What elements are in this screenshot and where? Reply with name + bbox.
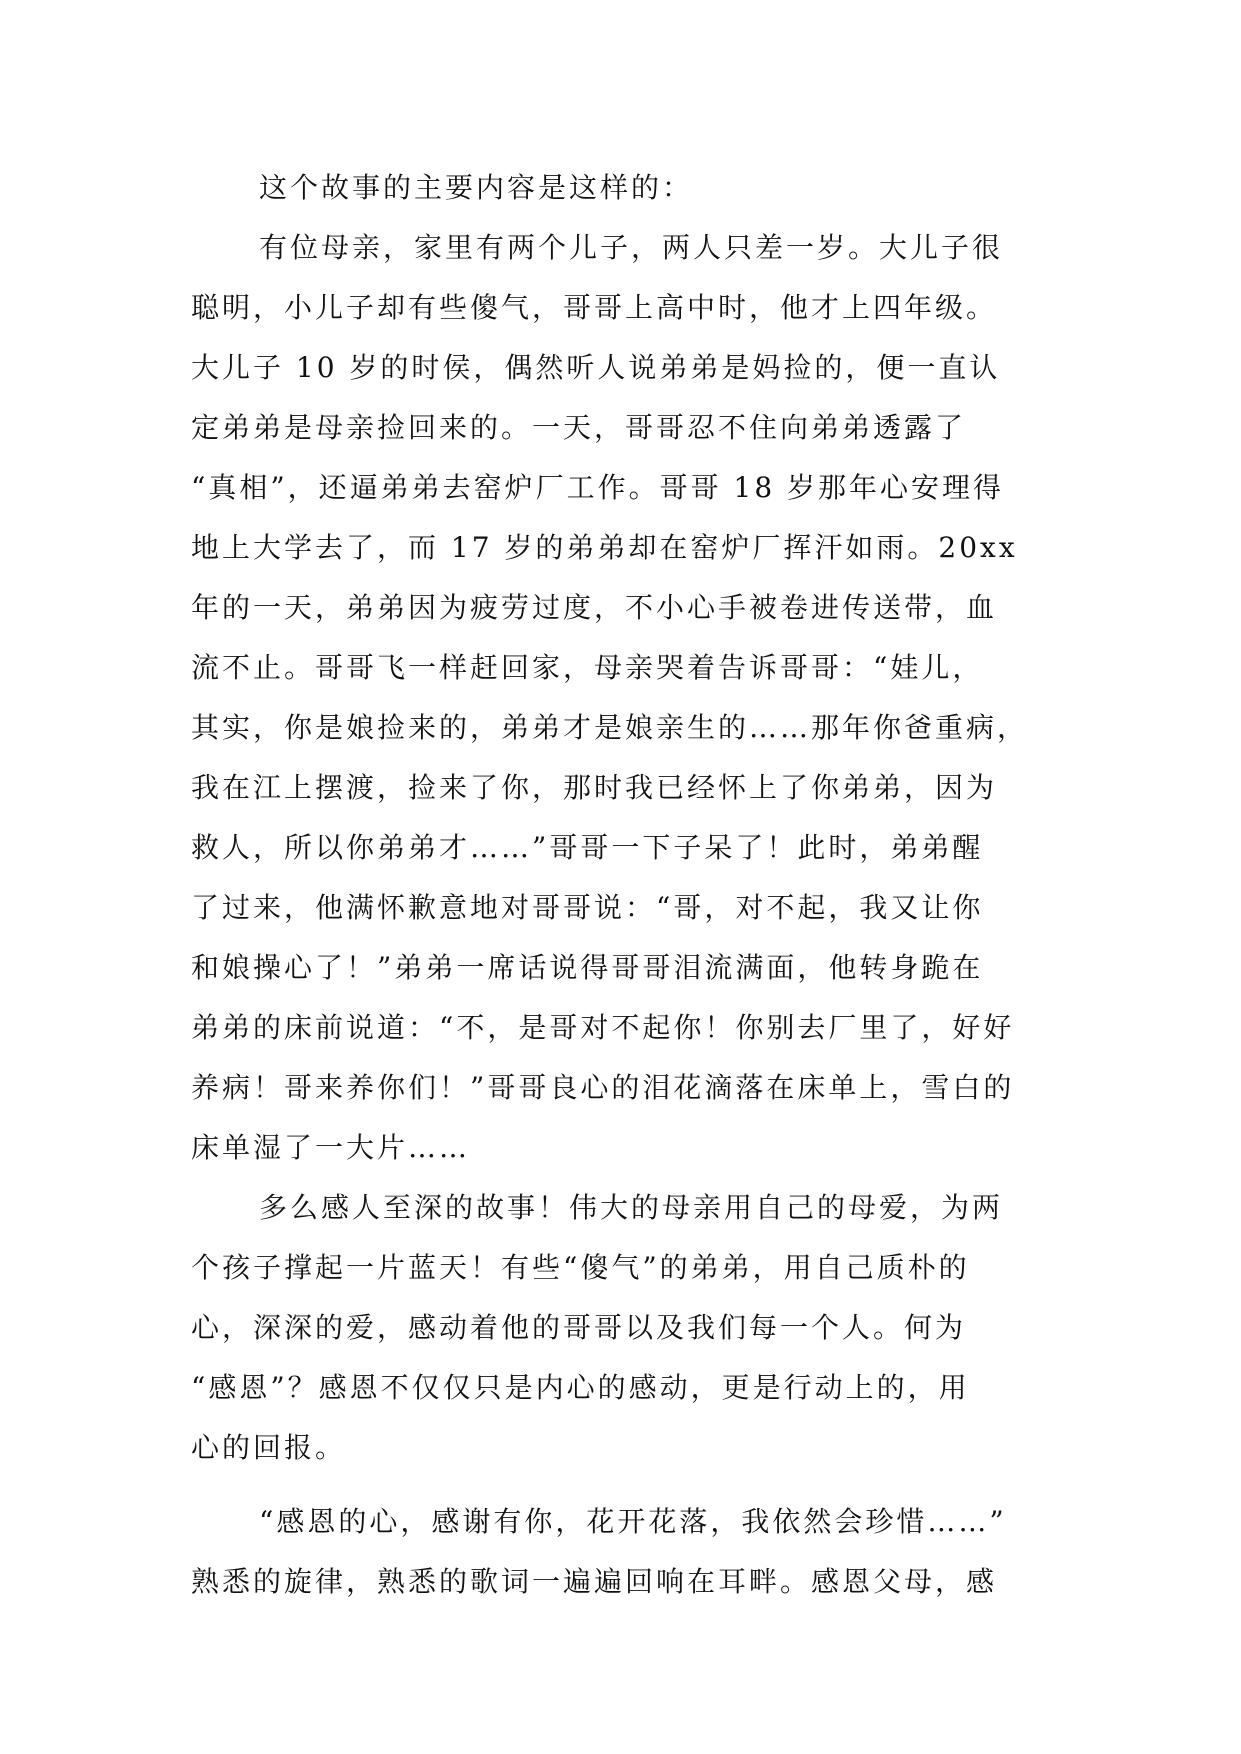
text-line: “感恩”？感恩不仅仅只是内心的感动，更是行动上的，用 — [191, 1371, 970, 1404]
text-line: 床单湿了一大片…… — [191, 1131, 471, 1164]
text-line: 心，深深的爱，感动着他的哥哥以及我们每一个人。何为 — [191, 1311, 967, 1344]
text-line: 大儿子 10 岁的时侯，偶然听人说弟弟是妈捡的，便一直认 — [191, 351, 1001, 384]
text-line: 了过来，他满怀歉意地对哥哥说：“哥，对不起，我又让你 — [191, 891, 984, 924]
text-line: 救人，所以你弟弟才……”哥哥一下子呆了！此时，弟弟醒 — [191, 831, 984, 864]
document-body — [191, 158, 1061, 1612]
text-line: 这个故事的主要内容是这样的： — [259, 171, 694, 204]
text-line: 我在江上摆渡，捡来了你，那时我已经怀上了你弟弟，因为 — [191, 771, 998, 804]
paragraph-song — [191, 1492, 1061, 1612]
text-line: 年的一天，弟弟因为疲劳过度，不小心手被卷进传送带，血 — [191, 591, 998, 624]
text-line: 和娘操心了！”弟弟一席话说得哥哥泪流满面，他转身跪在 — [191, 951, 984, 984]
text-line: 心的回报。 — [191, 1431, 347, 1464]
text-line: 个孩子撑起一片蓝天！有些“傻气”的弟弟，用自己质朴的 — [191, 1251, 970, 1284]
text-line: 其实，你是娘捡来的，弟弟才是娘亲生的……那年你爸重病， — [191, 711, 1029, 744]
text-line: 聪明，小儿子却有些傻气，哥哥上高中时，他才上四年级。 — [191, 291, 998, 324]
text-line: 有位母亲，家里有两个儿子，两人只差一岁。大儿子很 — [259, 231, 1004, 264]
text-line: 流不止。哥哥飞一样赶回家，母亲哭着告诉哥哥：“娃儿， — [191, 651, 984, 684]
text-line: 定弟弟是母亲捡回来的。一天，哥哥忍不住向弟弟透露了 — [191, 411, 967, 444]
paragraph-intro — [191, 158, 1061, 218]
paragraph-reflection — [191, 1178, 1061, 1478]
text-line: 地上大学去了，而 17 岁的弟弟却在窑炉厂挥汗如雨。20xx — [191, 531, 1018, 564]
text-line: 养病！哥来养你们！”哥哥良心的泪花滴落在床单上，雪白的 — [191, 1071, 1015, 1104]
text-line: 熟悉的旋律，熟悉的歌词一遍遍回响在耳畔。感恩父母，感 — [191, 1565, 998, 1598]
text-line: 弟弟的床前说道：“不，是哥对不起你！你别去厂里了，好好 — [191, 1011, 1015, 1044]
paragraph-story — [191, 218, 1061, 1178]
paragraph-spacer — [191, 1478, 1061, 1492]
text-line: “真相”，还逼弟弟去窑炉厂工作。哥哥 18 岁那年心安理得 — [191, 471, 1005, 504]
text-line: “感恩的心，感谢有你，花开花落，我依然会珍惜……” — [259, 1505, 1007, 1538]
text-line: 多么感人至深的故事！伟大的母亲用自己的母爱，为两 — [259, 1191, 1004, 1224]
